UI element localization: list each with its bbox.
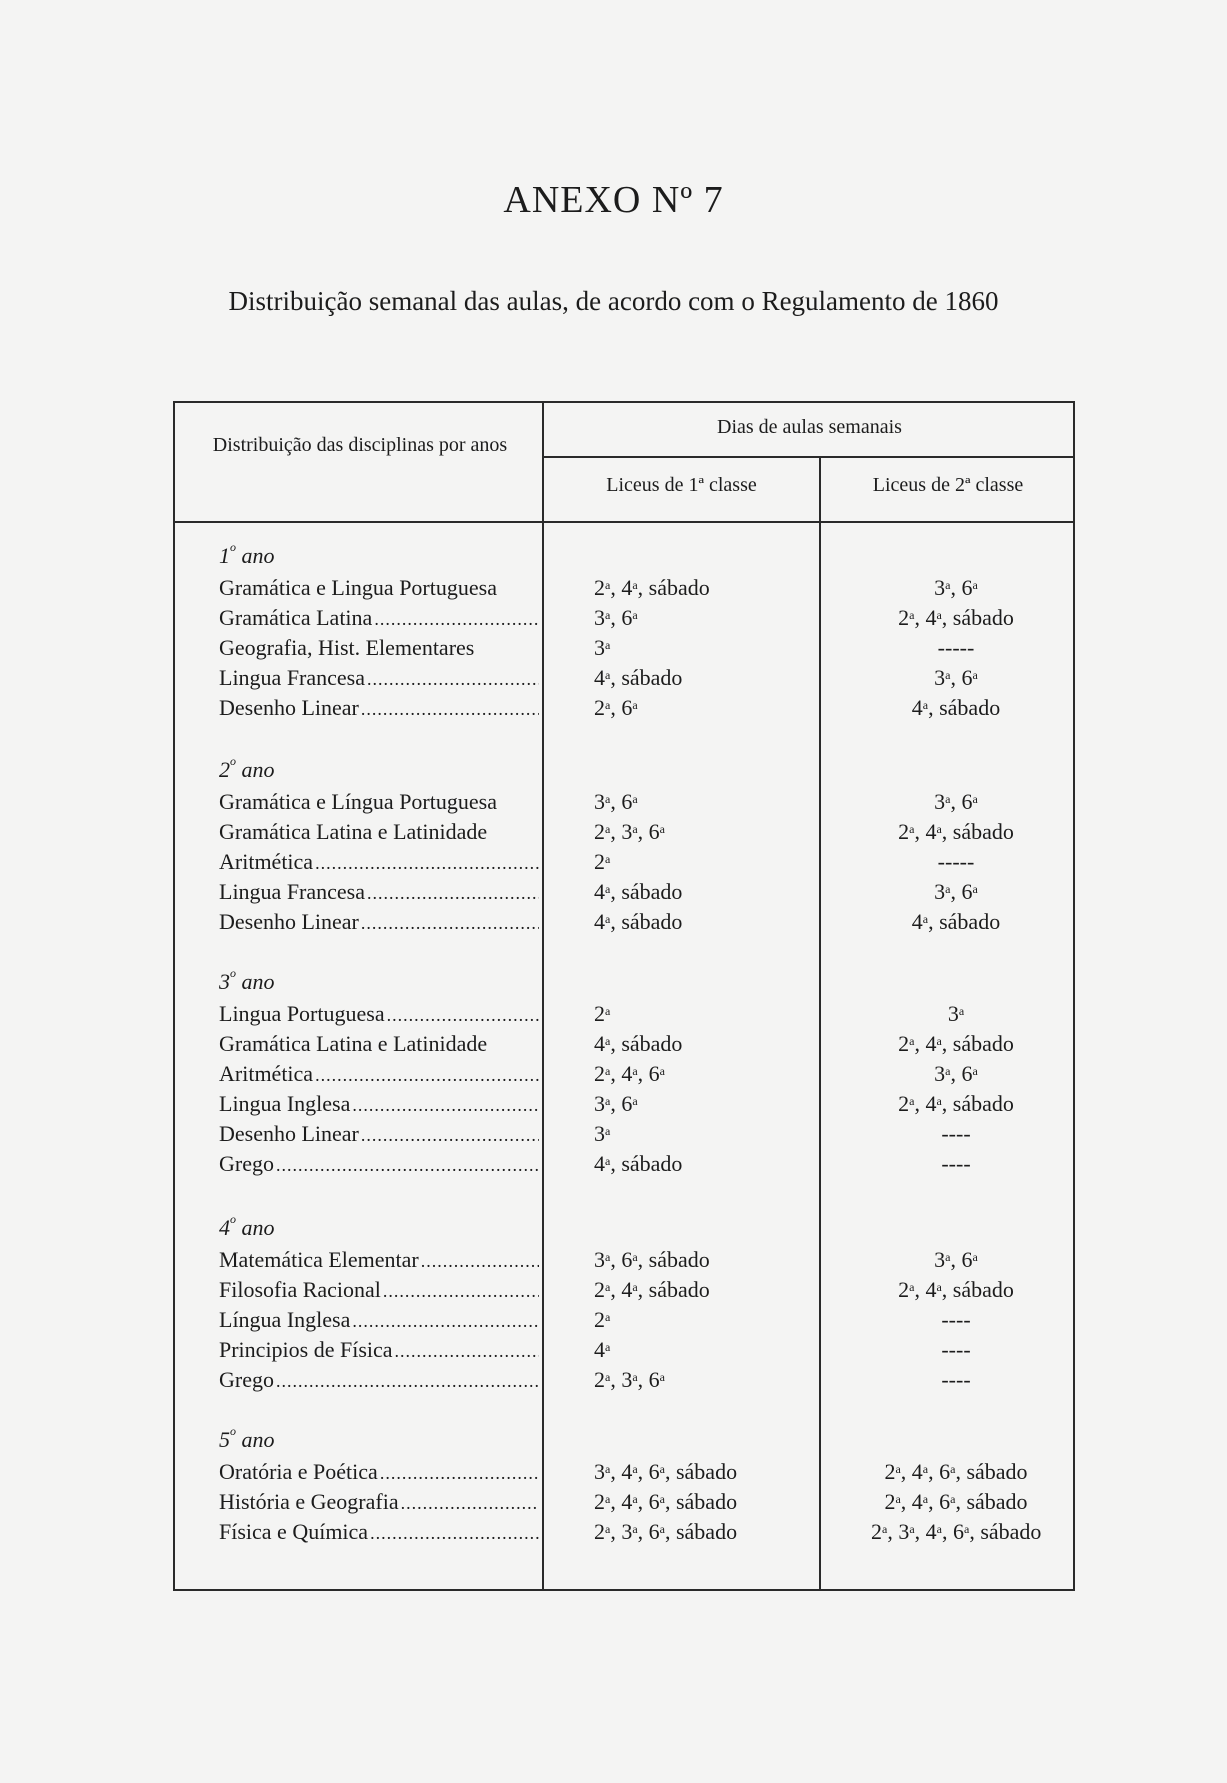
leader-dots (361, 907, 539, 938)
subject-name: Gramática Latina e Latinidade (219, 1031, 488, 1056)
leader-dots (387, 999, 539, 1030)
table-row (175, 1517, 1075, 1547)
table-row (175, 603, 1075, 633)
table-row (175, 1365, 1075, 1395)
table-row (175, 787, 1075, 817)
days-class1: 3$^a$ (594, 1121, 611, 1146)
year-title: 4$^o$ ano (219, 1212, 275, 1240)
leader-dots (370, 1517, 539, 1548)
subject-name: Matemática Elementar ..... (219, 1245, 539, 1276)
year-title: 3$^o$ ano (219, 966, 275, 994)
days-class2: ---- (941, 1121, 971, 1146)
header-days: Dias de aulas semanais (717, 416, 902, 438)
subject-name: Desenho Linear ..... (219, 1119, 539, 1150)
days-class1: 2$^a$ (594, 849, 611, 874)
days-class2: 4$^a$, sábado (911, 909, 1001, 934)
days-class1: 2$^a$ (594, 1307, 611, 1332)
table-row (175, 907, 1075, 937)
days-class2: 2$^a$, 4$^a$, sábado (898, 605, 1014, 630)
leader-dots (352, 1089, 539, 1120)
subject-name: Desenho Linear ..... (219, 693, 539, 724)
table-row (175, 1149, 1075, 1179)
year-title: 1$^o$ ano (219, 540, 275, 568)
subject-name: Língua Inglesa ..... (219, 1305, 539, 1336)
subject-name: Gramática Latina ..... (219, 603, 539, 634)
days-class1: 4$^a$, sábado (594, 1031, 683, 1056)
page-subtitle: Distribuição semanal das aulas, de acordo com o Regulamento de 1860 (228, 286, 999, 316)
days-class2: ---- (941, 1151, 971, 1176)
days-class2: ---- (941, 1367, 971, 1392)
subject-name: Lingua Francesa ..... (219, 877, 539, 908)
table-row (175, 1335, 1075, 1365)
leader-dots (401, 1487, 539, 1518)
days-class1: 4$^a$, sábado (594, 909, 683, 934)
table-row (175, 693, 1075, 723)
table-row (175, 999, 1075, 1029)
days-class1: 4$^a$, sábado (594, 879, 683, 904)
days-class2: 3$^a$, 6$^a$ (934, 1061, 978, 1086)
page-title: ANEXO Nº 7 (503, 179, 724, 221)
leader-dots (315, 1059, 539, 1090)
days-class1: 4$^a$ (594, 1337, 611, 1362)
leader-dots (367, 877, 539, 908)
table-row (175, 1487, 1075, 1517)
days-class2: 2$^a$, 4$^a$, 6$^a$, sábado (884, 1489, 1028, 1514)
days-class2: 3$^a$, 6$^a$ (934, 1247, 978, 1272)
days-class1: 2$^a$, 3$^a$, 6$^a$ (594, 819, 665, 844)
subject-name: Grego ..... (219, 1149, 539, 1180)
table-row (175, 817, 1075, 847)
table-row (175, 1089, 1075, 1119)
table-row (175, 633, 1075, 663)
days-class1: 4$^a$, sábado (594, 1151, 683, 1176)
subject-name: Grego ..... (219, 1365, 539, 1396)
table-row (175, 1245, 1075, 1275)
days-class1: 2$^a$, 4$^a$, sábado (594, 1277, 710, 1302)
days-class1: 2$^a$ (594, 1001, 611, 1026)
days-class1: 3$^a$, 4$^a$, 6$^a$, sábado (594, 1459, 738, 1484)
subject-name: Lingua Portuguesa ..... (219, 999, 539, 1030)
days-class2: ----- (937, 849, 975, 874)
subject-name: Oratória e Poética ..... (219, 1457, 539, 1488)
table-row (175, 877, 1075, 907)
subject-name: Lingua Inglesa ..... (219, 1089, 539, 1120)
days-class1: 3$^a$, 6$^a$, sábado (594, 1247, 710, 1272)
days-class1: 2$^a$, 4$^a$, 6$^a$, sábado (594, 1489, 738, 1514)
header-col2: Liceus de 2ª classe (872, 474, 1024, 496)
days-class1: 2$^a$, 6$^a$ (594, 695, 638, 720)
leader-dots (276, 1149, 539, 1180)
days-class1: 3$^a$ (594, 635, 611, 660)
days-class2: 2$^a$, 4$^a$, sábado (898, 1091, 1014, 1116)
year-title: 2$^o$ ano (219, 754, 275, 782)
header-subjects: Distribuição das disciplinas por anos (212, 434, 508, 456)
days-class1: 3$^a$, 6$^a$ (594, 605, 638, 630)
days-class2: ---- (941, 1337, 971, 1362)
days-class2: 2$^a$, 4$^a$, sábado (898, 1031, 1014, 1056)
days-class1: 2$^a$, 4$^a$, 6$^a$ (594, 1061, 665, 1086)
table-row (175, 1275, 1075, 1305)
table-row (175, 1305, 1075, 1335)
subject-name: Geografia, Hist. Elementares (219, 635, 475, 660)
header-col1: Liceus de 1ª classe (606, 474, 757, 496)
header-divider (542, 456, 1073, 458)
table-row (175, 1457, 1075, 1487)
days-class2: 4$^a$, sábado (911, 695, 1001, 720)
table-row (175, 1029, 1075, 1059)
days-class1: 4$^a$, sábado (594, 665, 683, 690)
leader-dots (374, 603, 539, 634)
days-class2: 2$^a$, 4$^a$, sábado (898, 819, 1014, 844)
table-row (175, 1059, 1075, 1089)
days-class1: 2$^a$, 3$^a$, 6$^a$ (594, 1367, 665, 1392)
leader-dots (361, 693, 539, 724)
days-class2: 3$^a$, 6$^a$ (934, 665, 978, 690)
header-bottom-rule (175, 521, 1073, 523)
subject-name: Desenho Linear ..... (219, 907, 539, 938)
days-class2: 3$^a$, 6$^a$ (934, 789, 978, 814)
subject-name: Filosofia Racional ..... (219, 1275, 539, 1306)
leader-dots (361, 1119, 539, 1150)
days-class1: 3$^a$, 6$^a$ (594, 789, 638, 814)
days-class2: 3$^a$, 6$^a$ (934, 879, 978, 904)
days-class2: ---- (941, 1307, 971, 1332)
subject-name: Física e Química ..... (219, 1517, 539, 1548)
days-class2: 2$^a$, 3$^a$, 4$^a$, 6$^a$, sábado (871, 1519, 1042, 1544)
leader-dots (383, 1275, 539, 1306)
leader-dots (367, 663, 539, 694)
table-row (175, 1119, 1075, 1149)
subject-name: Aritmética ..... (219, 847, 539, 878)
leader-dots (395, 1335, 539, 1366)
leader-dots (421, 1245, 539, 1276)
days-class1: 2$^a$, 3$^a$, 6$^a$, sábado (594, 1519, 738, 1544)
subject-name: Gramática e Lingua Portuguesa (219, 575, 497, 600)
subject-name: Gramática Latina e Latinidade (219, 819, 488, 844)
leader-dots (380, 1457, 539, 1488)
days-class1: 2$^a$, 4$^a$, sábado (594, 575, 710, 600)
table-row (175, 847, 1075, 877)
subject-name: Lingua Francesa ..... (219, 663, 539, 694)
subject-name: Aritmética ..... (219, 1059, 539, 1090)
leader-dots (276, 1365, 539, 1396)
days-class2: 3$^a$ (947, 1001, 965, 1026)
schedule-table (173, 401, 1075, 1591)
year-title: 5$^o$ ano (219, 1424, 275, 1452)
days-class2: 3$^a$, 6$^a$ (934, 575, 978, 600)
subject-name: Principios de Física ..... (219, 1335, 539, 1366)
subject-name: Gramática e Língua Portuguesa (219, 789, 497, 814)
table-row (175, 573, 1075, 603)
subject-name: História e Geografia ..... (219, 1487, 539, 1518)
leader-dots (352, 1305, 539, 1336)
days-class2: ----- (937, 635, 975, 660)
table-row (175, 663, 1075, 693)
days-class1: 3$^a$, 6$^a$ (594, 1091, 638, 1116)
days-class2: 2$^a$, 4$^a$, sábado (898, 1277, 1014, 1302)
leader-dots (315, 847, 539, 878)
days-class2: 2$^a$, 4$^a$, 6$^a$, sábado (884, 1459, 1028, 1484)
